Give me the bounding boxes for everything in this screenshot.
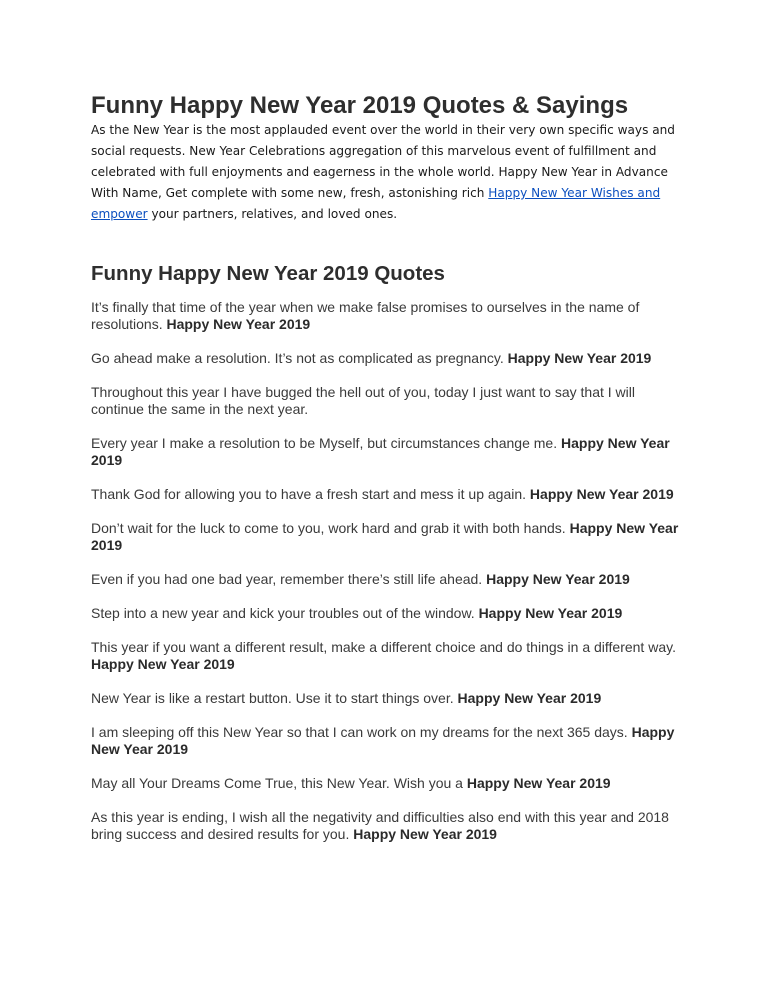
quote-tag: Happy New Year 2019	[507, 350, 652, 366]
quote-text: Step into a new year and kick your troubles out of the window.	[91, 605, 475, 621]
wishes-link[interactable]: Happy New Year Wishes and empower	[91, 186, 661, 221]
quote-tag: Happy New Year 2019	[91, 656, 235, 672]
intro-text-before: As the New Year is the most applauded event over the world in their very own specific ways and social requests. New Year Celebrations aggregation of this marvelous event of fulfillment and celebrated with full enjoyments and eagerness in the whole world. Happy New Year in Advance With Name, Get complete with some new, fresh, astonishing rich	[91, 123, 675, 200]
quote-item	[91, 690, 681, 707]
quote-text: Don’t wait for the luck to come to you, work hard and grab it with both hands.	[91, 520, 566, 536]
quote-tag: Happy New Year 2019	[466, 775, 611, 791]
quote-tag: Happy New Year 2019	[166, 316, 311, 332]
quote-tag: Happy New Year 2019	[91, 520, 679, 553]
quote-item	[91, 486, 681, 503]
quote-text: As this year is ending, I wish all the negativity and difficulties also end with this year and 2018 bring success and desired results for you.	[91, 809, 669, 842]
quote-text: Throughout this year I have bugged the hell out of you, today I just want to say that I will continue the same in the next year.	[91, 384, 635, 417]
quote-tag: Happy New Year 2019	[91, 724, 675, 757]
quote-item	[91, 520, 681, 554]
quote-text: Every year I make a resolution to be Myself, but circumstances change me.	[91, 435, 558, 451]
quote-item	[91, 350, 681, 367]
quote-text: This year if you want a different result, make a different choice and do things in a different way.	[91, 639, 676, 655]
intro-text-after: your partners, relatives, and loved ones.	[147, 207, 398, 221]
quote-text: Go ahead make a resolution. It’s not as complicated as pregnancy.	[91, 350, 504, 366]
quote-text: Even if you had one bad year, remember there’s still life ahead.	[91, 571, 483, 587]
intro-paragraph	[91, 120, 681, 225]
document-page	[91, 92, 681, 843]
section-heading: Funny Happy New Year 2019 Quotes	[91, 262, 445, 285]
quote-tag: Happy New Year 2019	[478, 605, 623, 621]
quote-item	[91, 639, 681, 673]
quote-list	[91, 299, 681, 843]
quote-item	[91, 384, 681, 418]
quote-text: I am sleeping off this New Year so that I can work on my dreams for the next 365 days.	[91, 724, 628, 740]
quote-tag: Happy New Year 2019	[486, 571, 630, 587]
quote-text: New Year is like a restart button. Use it to start things over.	[91, 690, 454, 706]
quote-item	[91, 775, 681, 792]
quote-item	[91, 571, 681, 588]
quote-tag: Happy New Year 2019	[529, 486, 674, 502]
quote-tag: Happy New Year 2019	[457, 690, 602, 706]
quote-item	[91, 605, 681, 622]
quote-text: It’s finally that time of the year when we make false promises to ourselves in the name of resolutions.	[91, 299, 640, 332]
quote-text: May all Your Dreams Come True, this New Year. Wish you a	[91, 775, 463, 791]
quote-tag: Happy New Year 2019	[353, 826, 497, 842]
quote-tag: Happy New Year 2019	[91, 435, 670, 468]
quote-item	[91, 299, 681, 333]
quote-text: Thank God for allowing you to have a fresh start and mess it up again.	[91, 486, 527, 502]
page-title: Funny Happy New Year 2019 Quotes & Sayings	[91, 92, 629, 119]
quote-item	[91, 435, 681, 469]
quote-item	[91, 724, 681, 758]
quote-item	[91, 809, 681, 843]
